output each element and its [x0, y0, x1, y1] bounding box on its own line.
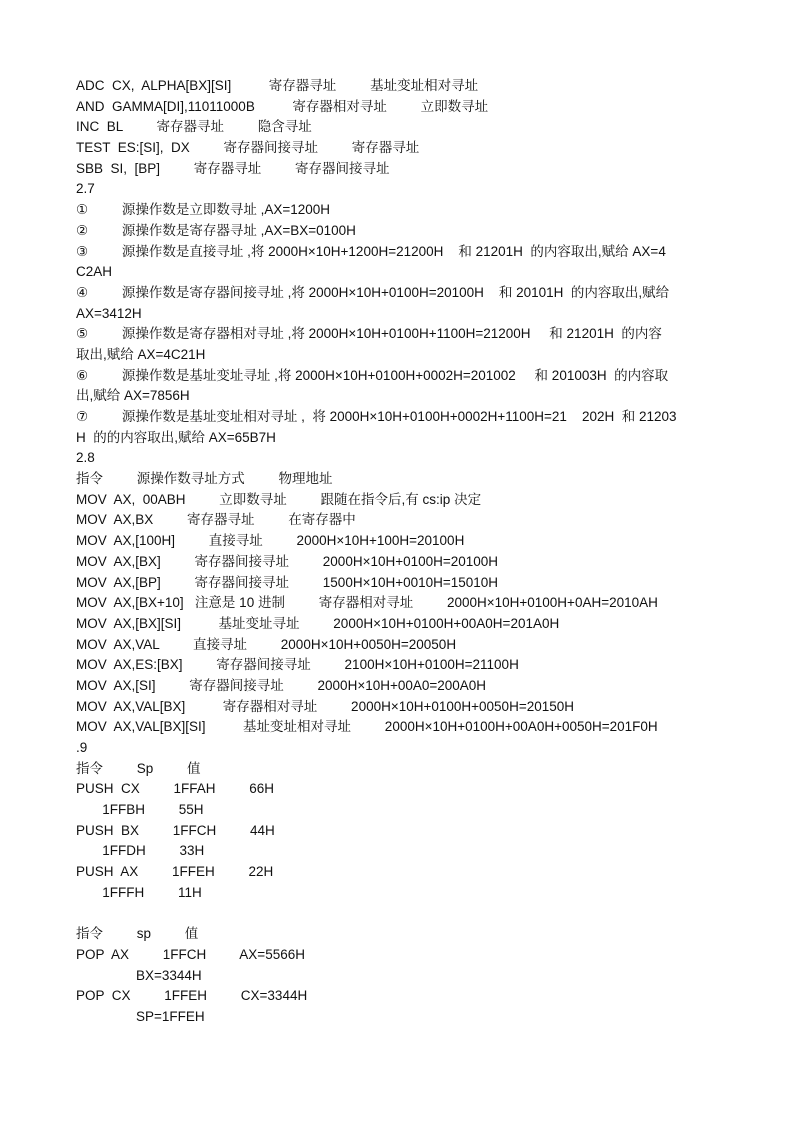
- text-line: 出,赋给 AX=7856H: [76, 388, 190, 404]
- text-line: TEST ES:[SI], DX 寄存器间接寻址 寄存器寻址: [76, 140, 420, 156]
- document-body: [76, 76, 756, 1028]
- text-line: MOV AX,VAL 直接寻址 2000H×10H+0050H=20050H: [76, 636, 457, 652]
- text-line: .9: [76, 740, 88, 755]
- text-line: C2AH: [76, 264, 113, 280]
- text-line: 指令 Sp 值: [76, 760, 201, 776]
- text-line: PUSH CX 1FFAH 66H: [76, 781, 275, 797]
- text-line: MOV AX,BX 寄存器寻址 在寄存器中: [76, 512, 356, 528]
- text-line: 指令 源操作数寻址方式 物理地址: [76, 471, 333, 487]
- text-line: ⑤ 源操作数是寄存器相对寻址 ,将 2000H×10H+0100H+1100H=21200H 和 21201H 的内容: [76, 326, 662, 342]
- text-line: MOV AX,[BP] 寄存器间接寻址 1500H×10H+0010H=15010H: [76, 574, 499, 590]
- text-line: INC BL 寄存器寻址 隐含寻址: [76, 119, 312, 135]
- text-line: BX=3344H: [76, 967, 202, 983]
- text-line: MOV AX, 00ABH 立即数寻址 跟随在指令后,有 cs:ip 决定: [76, 491, 482, 507]
- text-line: SP=1FFEH: [76, 1008, 205, 1024]
- text-line: AND GAMMA[DI],11011000B 寄存器相对寻址 立即数寻址: [76, 98, 489, 114]
- text-line: H 的的内容取出,赋给 AX=65B7H: [76, 429, 276, 445]
- text-line: ④ 源操作数是寄存器间接寻址 ,将 2000H×10H+0100H=20100H 和 20101H 的内容取出,赋给: [76, 284, 670, 300]
- text-line: ② 源操作数是寄存器寻址 ,AX=BX=0100H: [76, 222, 356, 238]
- text-line: 1FFDH 33H: [76, 843, 205, 859]
- text-line: ⑥ 源操作数是基址变址寻址 ,将 2000H×10H+0100H+0002H=201002 和 201003H 的内容取: [76, 367, 669, 383]
- text-line: ③ 源操作数是直接寻址 ,将 2000H×10H+1200H=21200H 和 21201H 的内容取出,赋给 AX=4: [76, 243, 666, 259]
- text-line: 2.7: [76, 181, 95, 197]
- text-line: 1FFFH 11H: [76, 884, 202, 900]
- text-line: 取出,赋给 AX=4C21H: [76, 346, 206, 362]
- text-line: MOV AX,[BX][SI] 基址变址寻址 2000H×10H+0100H+00A0H=201A0H: [76, 615, 560, 631]
- text-line: MOV AX,VAL[BX] 寄存器相对寻址 2000H×10H+0100H+0050H=20150H: [76, 698, 574, 714]
- text-line: AX=3412H: [76, 305, 142, 321]
- text-line: PUSH AX 1FFEH 22H: [76, 864, 274, 880]
- text-line: 2.8: [76, 450, 95, 466]
- text-line: SBB SI, [BP] 寄存器寻址 寄存器间接寻址: [76, 160, 390, 176]
- text-line: ADC CX, ALPHA[BX][SI] 寄存器寻址 基址变址相对寻址: [76, 78, 479, 93]
- text-line: 1FFBH 55H: [76, 802, 204, 818]
- text-line: ⑦ 源操作数是基址变址相对寻址 , 将 2000H×10H+0100H+0002H+1100H=21 202H 和 21203: [76, 409, 677, 424]
- text-line: MOV AX,[100H] 直接寻址 2000H×10H+100H=20100H: [76, 533, 465, 549]
- text-line: 指令 sp 值: [76, 926, 199, 942]
- text-line: MOV AX,[BX+10] 注意是 10 进制 寄存器相对寻址 2000H×10H+0100H+0AH=2010AH: [76, 595, 658, 611]
- text-line: POP CX 1FFEH CX=3344H: [76, 988, 308, 1004]
- text-line: MOV AX,[BX] 寄存器间接寻址 2000H×10H+0100H=20100H: [76, 553, 499, 569]
- text-line: MOV AX,ES:[BX] 寄存器间接寻址 2100H×10H+0100H=21100H: [76, 657, 519, 673]
- text-line: MOV AX,VAL[BX][SI] 基址变址相对寻址 2000H×10H+0100H+00A0H+0050H=201F0H: [76, 719, 658, 735]
- text-line: MOV AX,[SI] 寄存器间接寻址 2000H×10H+00A0=200A0H: [76, 677, 487, 693]
- text-line: PUSH BX 1FFCH 44H: [76, 822, 275, 838]
- text-line: POP AX 1FFCH AX=5566H: [76, 946, 305, 962]
- text-line: ① 源操作数是立即数寻址 ,AX=1200H: [76, 202, 331, 218]
- blank-line: [76, 904, 756, 925]
